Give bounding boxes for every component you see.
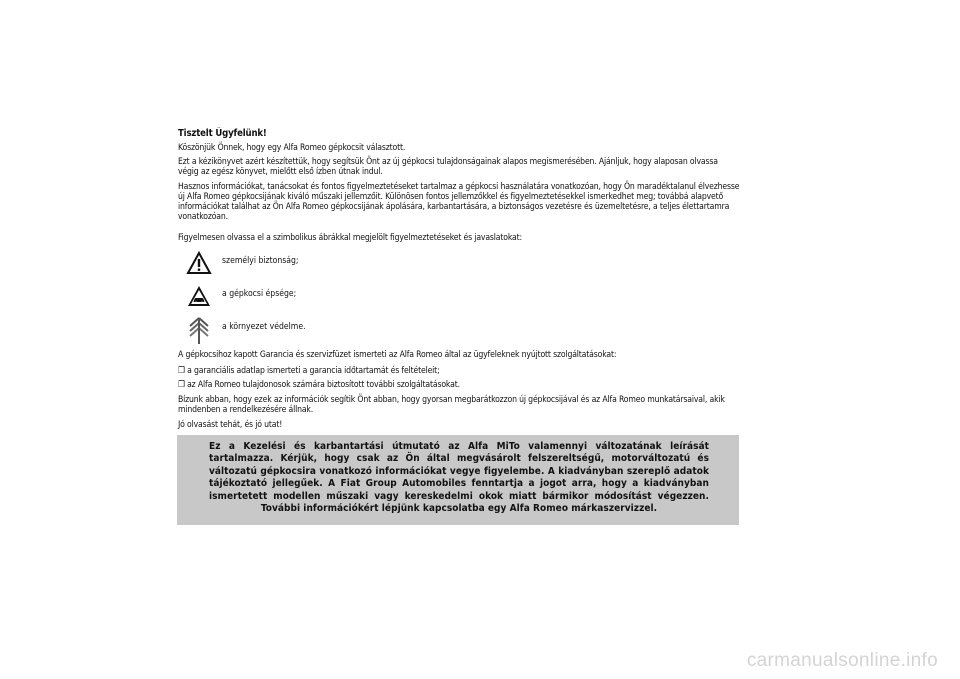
closing-line: Jó olvasást tehát, és jó utat! xyxy=(178,420,283,430)
symbol-label: személyi biztonság; xyxy=(222,256,299,266)
notice-text: Ez a Kezelési és karbantartási útmutató az Alfa MiTo valamennyi változatának leírását tartalmazza. Kérjük, hogy csak az Ön által megvásárolt felszereltségű, motorváltozatú és változatú gépkocsira vonatkozó információkat vegye figyelembe. A kiadványban szereplő adatok tájékoztató jellegűek. A Fiat Group Automobiles fenntartja a jogot arra, hogy a kiadványban ismertetett modellen műszaki vagy kereskedelmi okok miatt bármikor módosítást végezzen. További információkért lépjünk kapcsolatba egy Alfa Romeo márkaszervizzel. xyxy=(209,441,709,515)
symbol-label: a környezet védelme. xyxy=(222,322,306,332)
purpose-paragraph: Ezt a kézikönyvet azért készítettük, hogy segítsük Önt az új gépkocsi tulajdonságainak alapos megismerésében. Ajánljuk, hogy alaposan olvassa végig az egész könyvet, mielőtt első ízben útnak indul. xyxy=(178,157,718,177)
symbol-row-environment xyxy=(186,316,486,346)
bullet-item: ❒ az Alfa Romeo tulajdonosok számára biztosított további szolgáltatásokat. xyxy=(178,380,460,390)
confidence-paragraph: Bízunk abban, hogy ezek az információk segítik Önt abban, hogy gyorsan megbarátkozzon új gépkocsijával és az Alfa Romeo munkatársaival, akik mindenben a rendelkezésére állnak. xyxy=(178,395,725,415)
thanks-paragraph: Köszönjük Önnek, hogy egy Alfa Romeo gépkocsit választott. xyxy=(178,143,406,153)
notice-box xyxy=(177,435,739,525)
warning-triangle-icon xyxy=(186,250,212,276)
watermark: carmanualsonline.info xyxy=(746,650,938,671)
environment-tree-icon xyxy=(186,316,212,346)
symbol-row-personal-safety xyxy=(186,250,486,280)
symbol-label: a gépkocsi épsége; xyxy=(222,289,297,299)
symbol-row-vehicle-integrity xyxy=(186,283,486,313)
info-paragraph: Hasznos információkat, tanácsokat és fontos figyelmeztetéseket tartalmaz a gépkocsi használatára vonatkozóan, hogy Ön maradéktalanul élvezhesse új Alfa Romeo gépkocsijának kiváló műszaki jellemzőit. Különösen fontos jellemzőkkel és figyelmeztetésekkel ismerkedhet meg; továbbá alapvető információkat találhat az Ön Alfa Romeo gépkocsijának ápolására, karbantartására, a biztonságos vezetésre és üzemeltetésre, a teljes élettartamra vonatkozóan. xyxy=(178,182,740,222)
car-damage-triangle-icon xyxy=(186,283,212,309)
symbols-intro-paragraph: Figyelmesen olvassa el a szimbolikus ábrákkal megjelölt figyelmeztetéseket és javaslatokat: xyxy=(178,233,522,243)
warranty-paragraph: A gépkocsihoz kapott Garancia és szervizfüzet ismerteti az Alfa Romeo által az ügyfeleknek nyújtott szolgáltatásokat: xyxy=(178,350,617,360)
greeting-heading: Tisztelt Ügyfelünk! xyxy=(178,128,267,139)
bullet-item: ❒ a garanciális adatlap ismerteti a garancia időtartamát és feltételeit; xyxy=(178,366,440,376)
